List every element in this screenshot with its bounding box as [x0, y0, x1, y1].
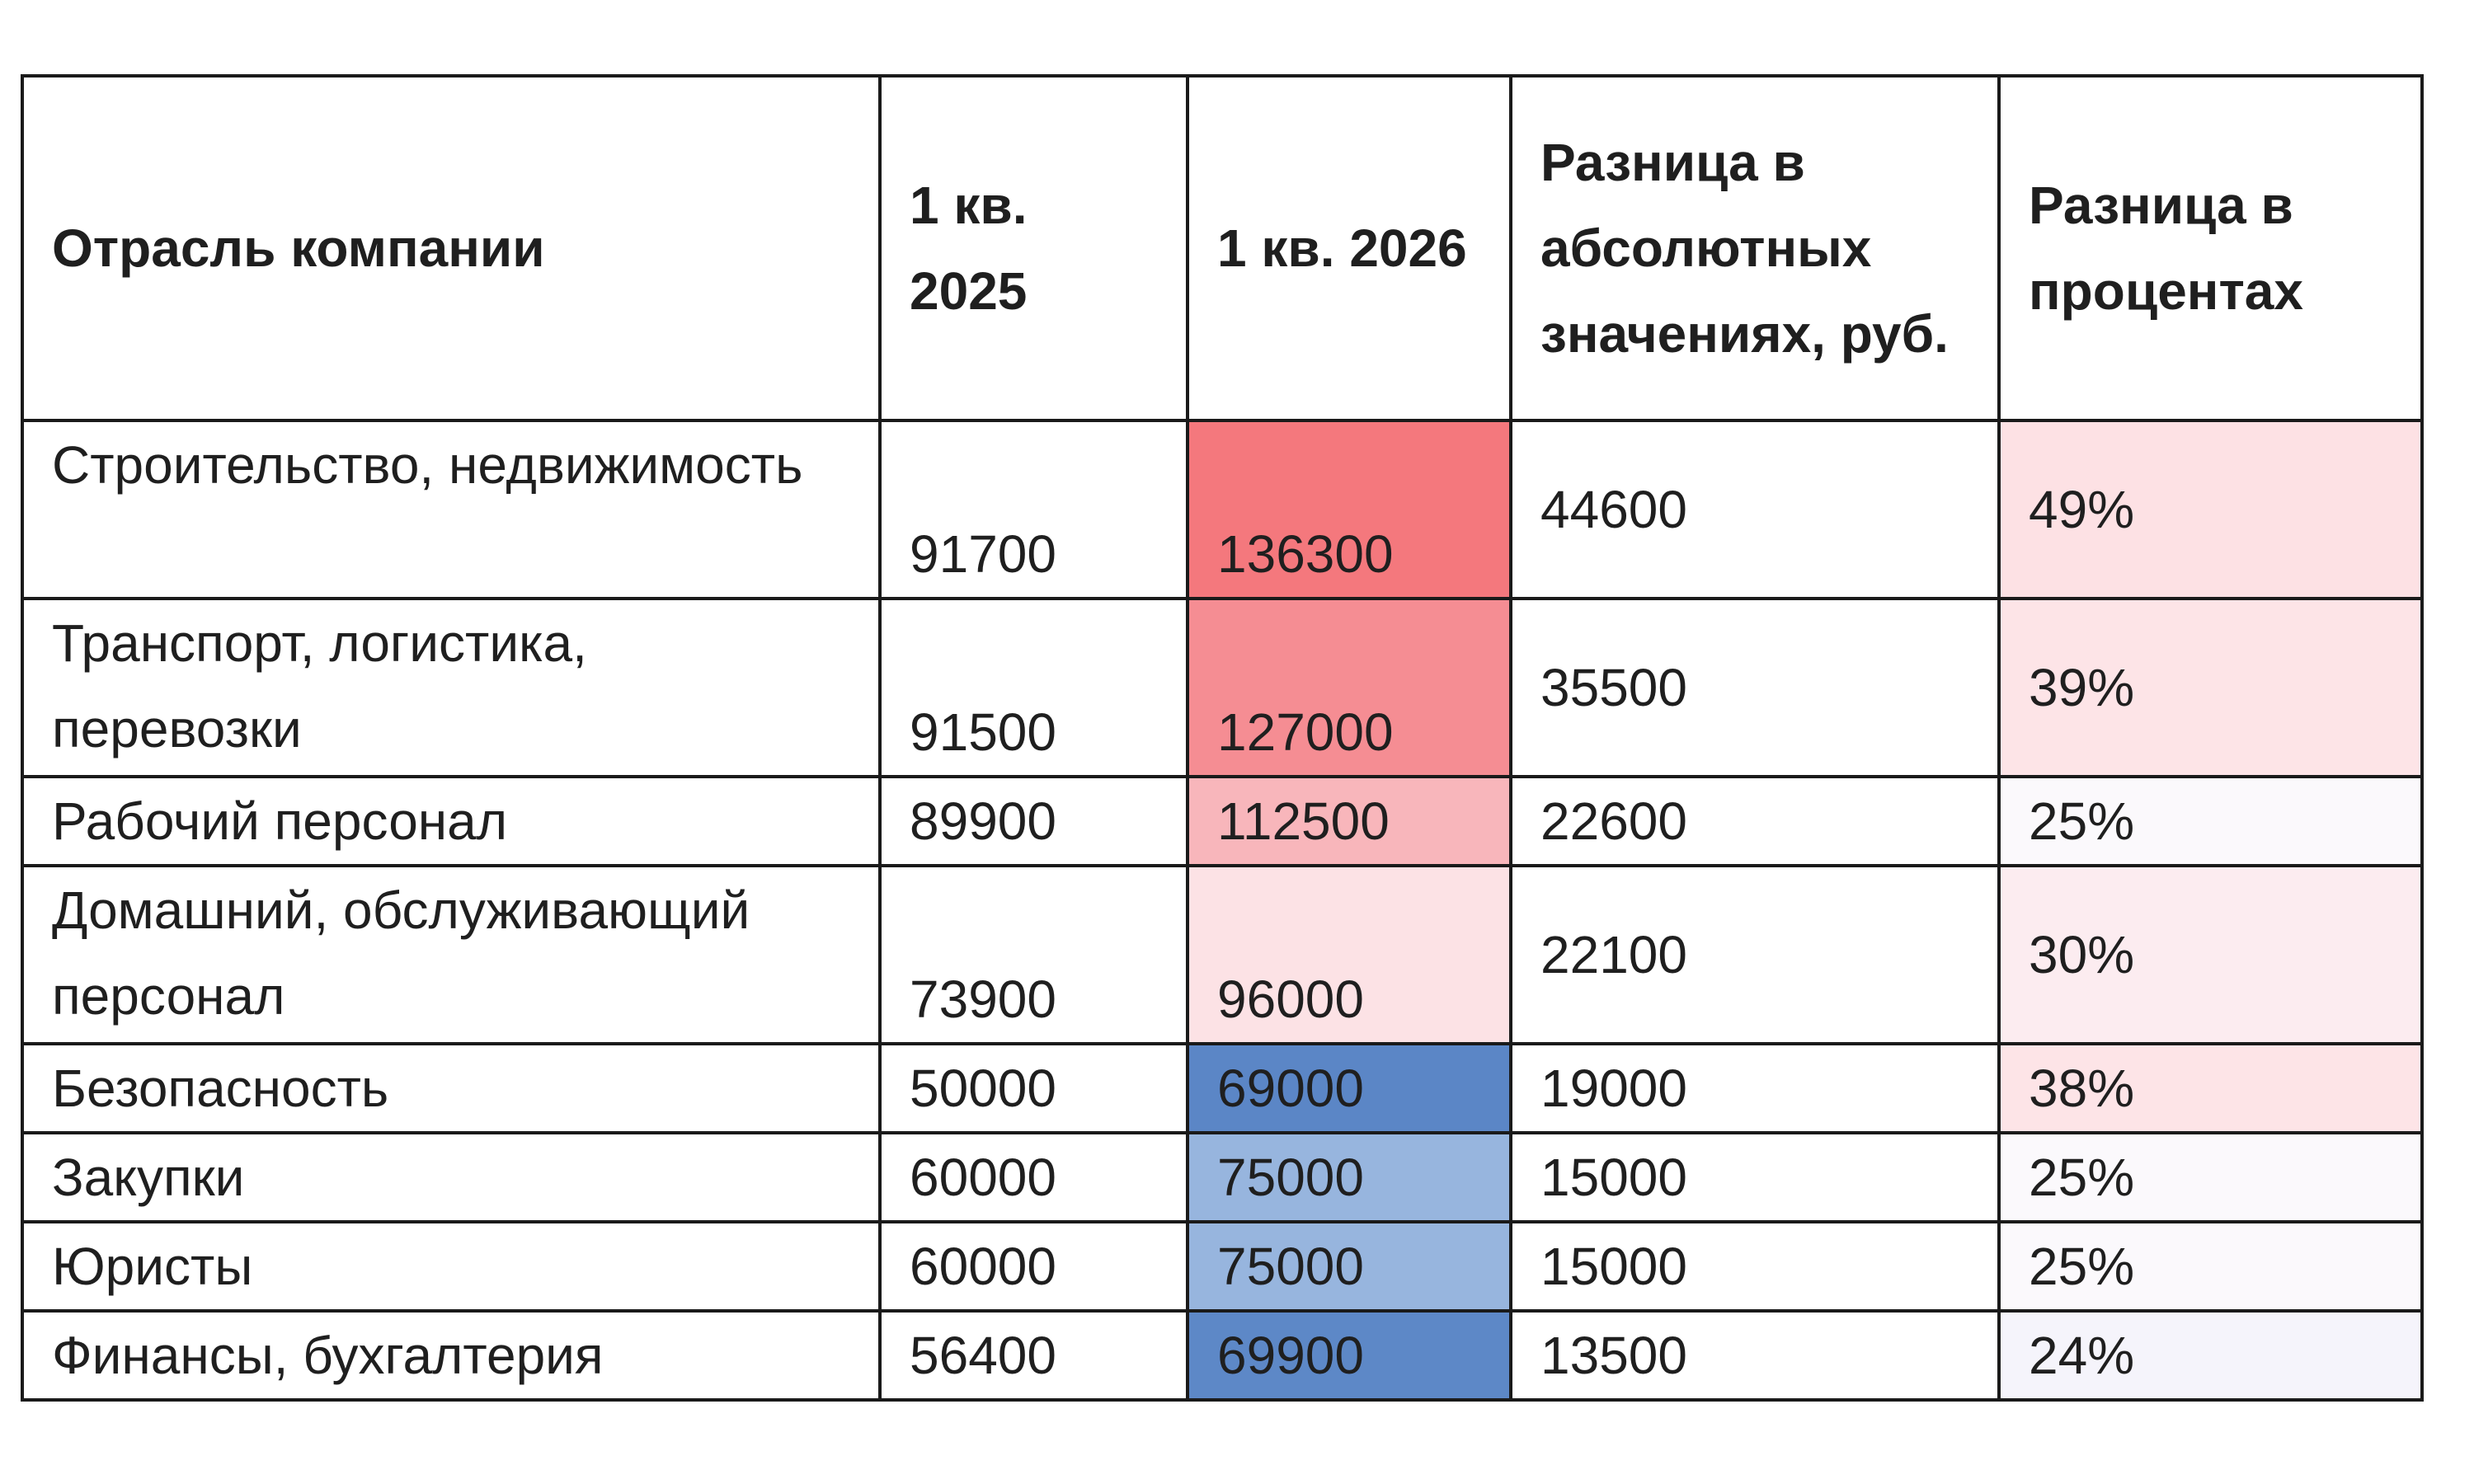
diff-percent-cell: 39% [1999, 599, 2422, 777]
diff-percent-cell: 38% [1999, 1044, 2422, 1133]
salary-table-container [21, 74, 2420, 1402]
diff-absolute-cell: 35500 [1511, 599, 1999, 777]
q1-2026-cell: 127000 [1188, 599, 1511, 777]
q1-2026-cell: 69000 [1188, 1044, 1511, 1133]
table-row [22, 1311, 2422, 1400]
header-diff-absolute: Разница в абсолютных значениях, руб. [1511, 76, 1999, 420]
industry-cell: Домашний, обслуживающий персонал [22, 866, 880, 1044]
header-q1-2026: 1 кв. 2026 [1188, 76, 1511, 420]
q1-2026-cell: 112500 [1188, 777, 1511, 866]
salary-comparison-table [21, 74, 2424, 1402]
q1-2026-cell: 136300 [1188, 420, 1511, 599]
diff-absolute-cell: 22600 [1511, 777, 1999, 866]
q1-2025-cell: 91500 [880, 599, 1188, 777]
q1-2025-cell: 60000 [880, 1133, 1188, 1222]
header-industry: Отрасль компании [22, 76, 880, 420]
q1-2025-cell: 50000 [880, 1044, 1188, 1133]
table-row [22, 1133, 2422, 1222]
diff-absolute-cell: 44600 [1511, 420, 1999, 599]
diff-percent-cell: 49% [1999, 420, 2422, 599]
industry-cell: Транспорт, логистика, перевозки [22, 599, 880, 777]
diff-absolute-cell: 15000 [1511, 1222, 1999, 1311]
q1-2025-cell: 60000 [880, 1222, 1188, 1311]
table-body [22, 420, 2422, 1400]
table-row [22, 1222, 2422, 1311]
industry-cell: Финансы, бухгалтерия [22, 1311, 880, 1400]
q1-2025-cell: 91700 [880, 420, 1188, 599]
q1-2026-cell: 75000 [1188, 1222, 1511, 1311]
diff-absolute-cell: 13500 [1511, 1311, 1999, 1400]
header-row [22, 76, 2422, 420]
table-row [22, 866, 2422, 1044]
industry-cell: Юристы [22, 1222, 880, 1311]
diff-percent-cell: 24% [1999, 1311, 2422, 1400]
industry-cell: Строительство, недвижимость [22, 420, 880, 599]
q1-2026-cell: 96000 [1188, 866, 1511, 1044]
diff-absolute-cell: 15000 [1511, 1133, 1999, 1222]
diff-percent-cell: 25% [1999, 1222, 2422, 1311]
header-q1-2025: 1 кв. 2025 [880, 76, 1188, 420]
industry-cell: Безопасность [22, 1044, 880, 1133]
table-row [22, 599, 2422, 777]
table-header [22, 76, 2422, 420]
q1-2026-cell: 69900 [1188, 1311, 1511, 1400]
diff-absolute-cell: 22100 [1511, 866, 1999, 1044]
q1-2026-cell: 75000 [1188, 1133, 1511, 1222]
q1-2025-cell: 73900 [880, 866, 1188, 1044]
diff-percent-cell: 30% [1999, 866, 2422, 1044]
table-row [22, 420, 2422, 599]
q1-2025-cell: 89900 [880, 777, 1188, 866]
industry-cell: Рабочий персонал [22, 777, 880, 866]
diff-percent-cell: 25% [1999, 1133, 2422, 1222]
diff-percent-cell: 25% [1999, 777, 2422, 866]
industry-cell: Закупки [22, 1133, 880, 1222]
q1-2025-cell: 56400 [880, 1311, 1188, 1400]
table-row [22, 777, 2422, 866]
header-diff-percent: Разница в процентах [1999, 76, 2422, 420]
diff-absolute-cell: 19000 [1511, 1044, 1999, 1133]
table-row [22, 1044, 2422, 1133]
